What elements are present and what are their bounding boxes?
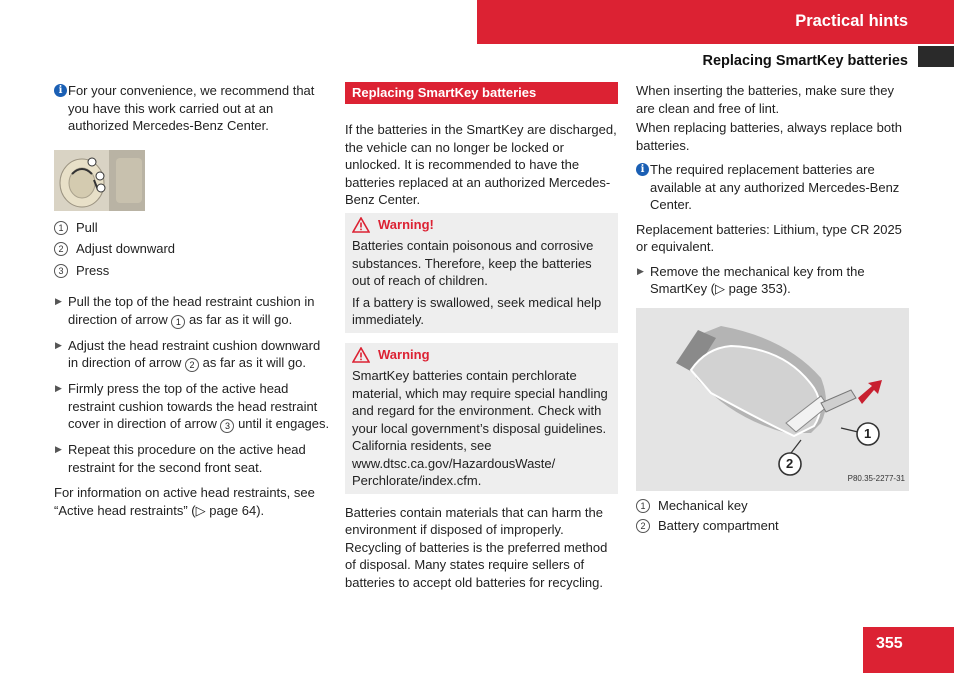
- legend-item: 1 Mechanical key: [636, 497, 909, 515]
- info-icon: i: [54, 84, 67, 97]
- warning-box: [345, 343, 618, 494]
- info-icon: i: [636, 163, 649, 176]
- section-tab-marker: [918, 46, 954, 67]
- smartkey-illustration: [636, 308, 909, 491]
- instruction-step: ▶ Adjust the head restraint cushion downward in direction of arrow 2 as far as it will go.: [55, 337, 321, 370]
- legend-item: 2 Adjust downward: [54, 240, 330, 258]
- column-left: [54, 82, 330, 526]
- intro-paragraph: If the batteries in the SmartKey are discharged, the vehicle can no longer be locked or unlocked. It is recommended to have the batteries replaced at an authorized Mercedes-Benz Center.: [345, 122, 617, 207]
- legend-item: 2 Battery compartment: [636, 517, 909, 535]
- section-title: Replacing SmartKey batteries: [702, 53, 908, 69]
- callout-1: 1: [864, 425, 872, 441]
- instruction-step: ▶ Repeat this procedure on the active head restraint for the second front seat.: [55, 442, 306, 475]
- warning-box: [345, 213, 618, 333]
- info-note: i The required replacement batteries are available at any authorized Mercedes-Benz Center.: [636, 161, 909, 214]
- warning-title: Warning!: [352, 216, 610, 234]
- legend-item: 3 Press: [54, 262, 330, 280]
- step-arrow-icon: ▶: [55, 383, 62, 393]
- paragraph: Replacement batteries: Lithium, type CR 2025 or equivalent.: [636, 221, 902, 254]
- figure-id: P80.35-2277-31: [847, 474, 905, 483]
- instruction-step: ▶ Firmly press the top of the active head restraint cushion towards the head restraint cover in direction of arrow 3 until it engages.: [55, 381, 330, 431]
- step-arrow-icon: ▶: [55, 296, 62, 306]
- head-restraint-illustration: [54, 150, 145, 211]
- figure-legend: [636, 497, 909, 535]
- warning-text: If a battery is swallowed, seek medical help immediately.: [352, 294, 602, 327]
- callout-2: 2: [786, 455, 794, 471]
- head-restraint-image: [54, 150, 145, 211]
- smartkey-image: [636, 308, 909, 491]
- warning-triangle-icon: [352, 347, 370, 363]
- step-arrow-icon: ▶: [637, 265, 644, 276]
- warning-title: Warning: [352, 346, 610, 364]
- recycling-paragraph: Batteries contain materials that can harm the environment if disposed of improperly. Recycling of batteries is the preferred method of disposal. Many states require sellers of batteries to accept old batteries for recycling.: [345, 504, 608, 590]
- step-arrow-icon: ▶: [55, 339, 62, 350]
- column-right: [636, 82, 909, 539]
- cross-reference-text: For information on active head restraints, see “Active head restraints” (▷ page 64).: [54, 485, 315, 518]
- subsection-heading: Replacing SmartKey batteries: [345, 82, 618, 104]
- warning-text: Batteries contain poisonous and corrosive substances. Therefore, keep the batteries out of reach of children.: [352, 238, 594, 288]
- instruction-step: ▶ Pull the top of the head restraint cushion in direction of arrow 1 as far as it will go.: [55, 294, 315, 327]
- legend-item: 1 Pull: [54, 219, 330, 237]
- paragraph: When replacing batteries, always replace both batteries.: [636, 120, 902, 153]
- step-arrow-icon: ▶: [55, 444, 62, 454]
- figure-legend: [54, 219, 330, 280]
- column-middle: [345, 82, 618, 598]
- paragraph: When inserting the batteries, make sure they are clean and free of lint.: [636, 83, 894, 116]
- chapter-title: Practical hints: [795, 12, 908, 30]
- warning-triangle-icon: [352, 217, 370, 233]
- warning-text: SmartKey batteries contain perchlorate material, which may require special handling and regard for the environment. Check with your local government’s disposal guidelines. California residents, see www.dtsc.ca.gov/HazardousWaste/ Perchlorate/index.cfm.: [352, 368, 608, 488]
- instruction-step: ▶ Remove the mechanical key from the SmartKey (▷ page 353).: [637, 263, 865, 296]
- page-number: 355: [876, 635, 903, 652]
- info-note: i For your convenience, we recommend that you have this work carried out at an authorized Mercedes-Benz Center.: [54, 82, 330, 135]
